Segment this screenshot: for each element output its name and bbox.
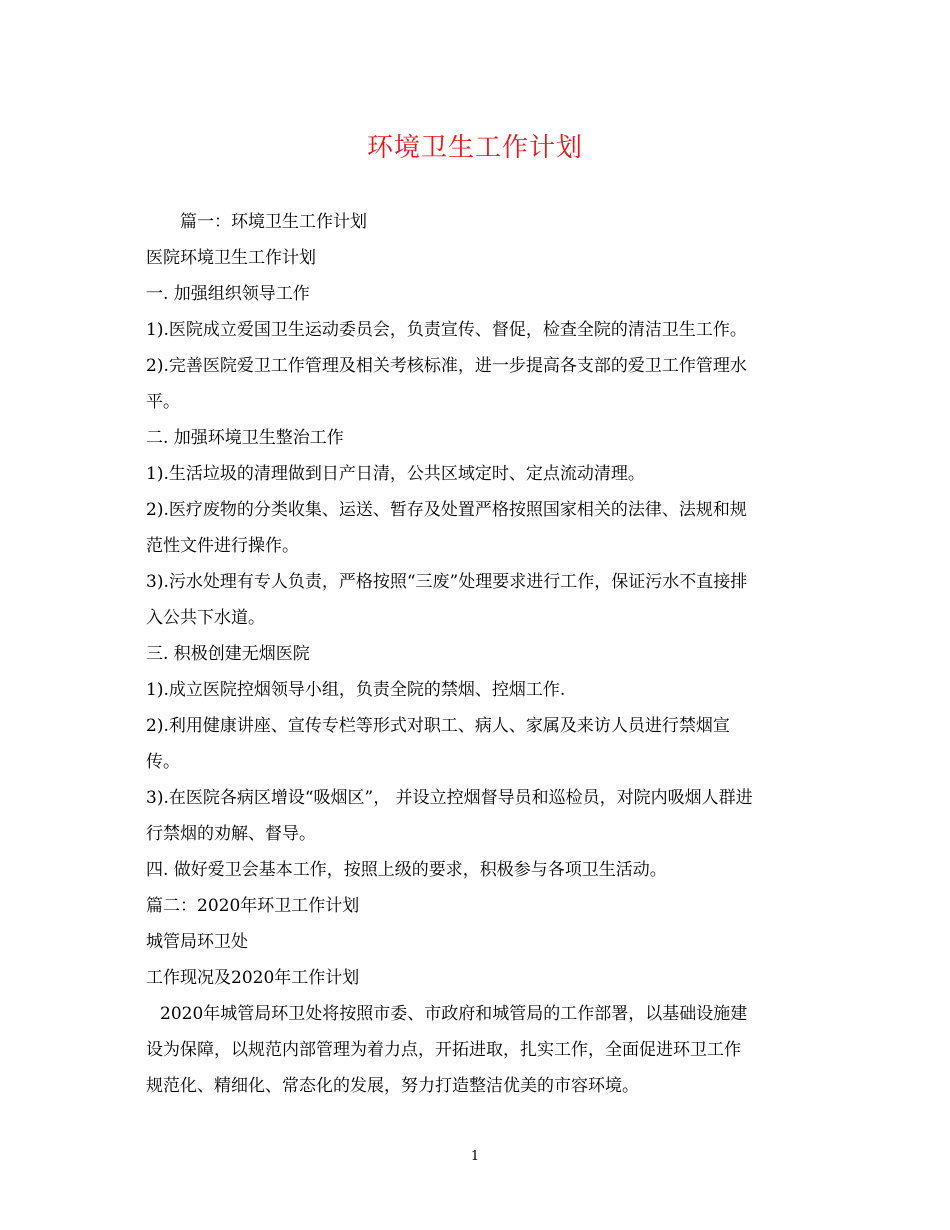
paragraph-line: 1).成立医院控烟领导小组，负责全院的禁烟、控烟工作.: [146, 680, 566, 700]
paragraph-line: 工作现况及2020年工作计划: [146, 968, 360, 988]
paragraph-line: 四. 做好爱卫会基本工作，按照上级的要求，积极参与各项卫生活动。: [146, 860, 667, 880]
section-heading-2: 篇二：2020年环卫工作计划: [146, 896, 360, 916]
paragraph-line: 3).污水处理有专人负责，严格按照“三废”处理要求进行工作，保证污水不直接排: [146, 572, 748, 592]
paragraph-line: 平。: [146, 392, 180, 412]
paragraph-line: 设为保障，以规范内部管理为着力点，开拓进取，扎实工作，全面促进环卫工作: [146, 1040, 741, 1060]
paragraph-line: 行禁烟的劝解、督导。: [146, 824, 316, 844]
paragraph-line: 传。: [146, 752, 180, 772]
document-title: 环境卫生工作计划: [366, 133, 583, 163]
paragraph-line: 城管局环卫处: [146, 932, 248, 952]
paragraph-line: 2).利用健康讲座、宣传专栏等形式对职工、病人、家属及来访人员进行禁烟宣: [146, 716, 730, 736]
paragraph-line: 2020年城管局环卫处将按照市委、市政府和城管局的工作部署，以基础设施建: [160, 1004, 748, 1024]
section-heading-1: 篇一：环境卫生工作计划: [180, 212, 367, 232]
paragraph-line: 2).医疗废物的分类收集、运送、暂存及处置严格按照国家相关的法律、法规和规: [146, 500, 747, 520]
paragraph-line: 三. 积极创建无烟医院: [146, 644, 310, 664]
page-number: 1: [470, 1149, 480, 1164]
paragraph-line: 入公共下水道。: [146, 608, 265, 628]
paragraph-line: 一. 加强组织领导工作: [146, 284, 310, 304]
paragraph-line: 二. 加强环境卫生整治工作: [146, 428, 344, 448]
paragraph-line: 1).生活垃圾的清理做到日产日清，公共区域定时、定点流动清理。: [146, 464, 645, 484]
document-body: [146, 204, 814, 1104]
paragraph-line: 规范化、精细化、常态化的发展，努力打造整洁优美的市容环境。: [146, 1076, 639, 1096]
paragraph-line: 3).在医院各病区增设“吸烟区”， 并设立控烟督导员和巡检员，对院内吸烟人群进: [146, 788, 753, 808]
paragraph-line: 范性文件进行操作。: [146, 536, 299, 556]
paragraph-line: 医院环境卫生工作计划: [146, 248, 316, 268]
paragraph-line: 2).完善医院爱卫工作管理及相关考核标准，进一步提高各支部的爱卫工作管理水: [146, 356, 747, 376]
paragraph-line: 1).医院成立爱国卫生运动委员会，负责宣传、督促，检查全院的清洁卫生工作。: [146, 320, 747, 340]
